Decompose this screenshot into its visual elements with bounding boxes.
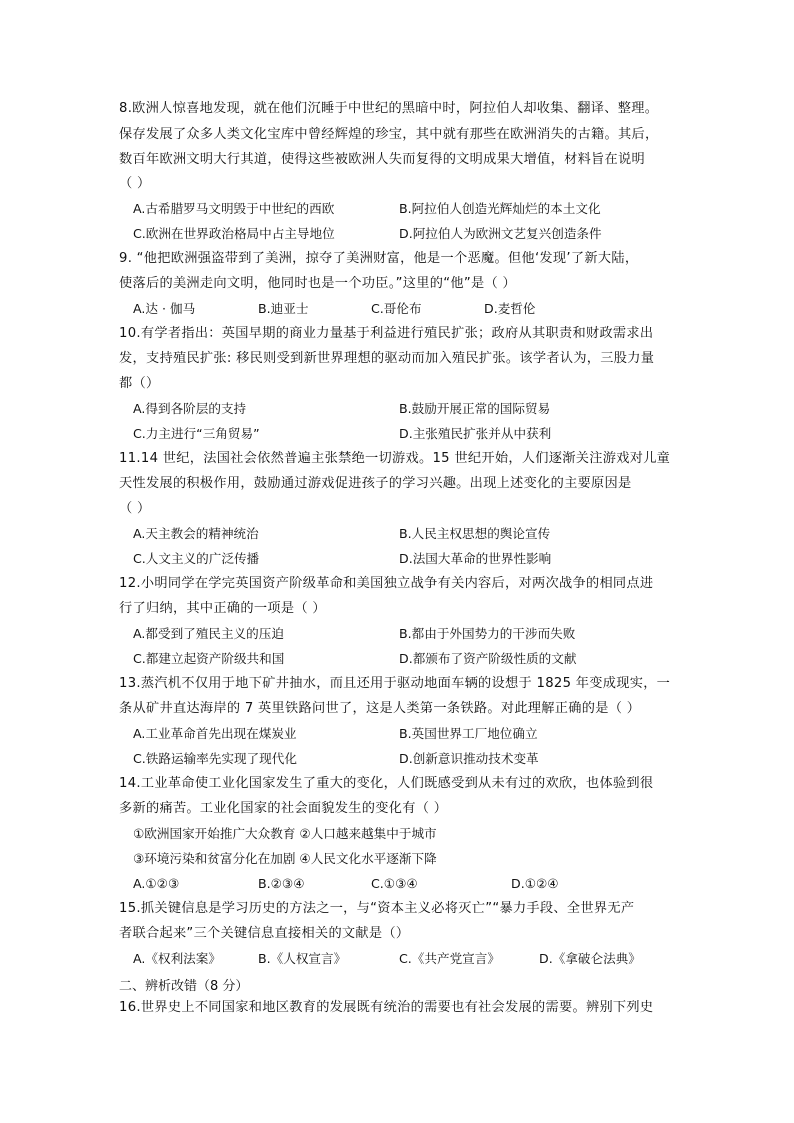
q14-item-row-1: ①欧洲国家开始推广大众教育 ②人口越来越集中于城市	[133, 826, 437, 841]
q10-option-d: D.主张殖民扩张并从中获利	[399, 426, 552, 441]
q10-option-a: A.得到各阶层的支持	[133, 401, 247, 416]
q11-option-b: B.人民主权思想的舆论宣传	[399, 526, 551, 541]
q15-line-2: 者联合起来”三个关键信息直接相关的文献是（）	[119, 926, 410, 941]
q8-option-b: B.阿拉伯人创造光辉灿烂的本土文化	[399, 201, 601, 216]
q14-line-1: 14.工业革命使工业化国家发生了重大的变化，人们既感受到从未有过的欢欣，也体验到很	[119, 776, 654, 791]
section-2-heading: 二、辨析改错（8 分）	[119, 979, 249, 994]
q11-option-a: A.天主教会的精神统治	[133, 526, 259, 541]
q10-line-1: 10.有学者指出：英国早期的商业力量基于利益进行殖民扩张；政府从其职责和财政需求出	[119, 326, 654, 341]
q16-line-1: 16.世界史上不同国家和地区教育的发展既有统治的需要也有社会发展的需要。辨别下列史	[119, 1000, 654, 1015]
q12-option-c: C.都建立起资产阶级共和国	[133, 651, 285, 666]
q9-option-c: C.哥伦布	[371, 301, 422, 316]
q9-option-b: B.迪亚士	[258, 301, 309, 316]
q15-option-c: C.《共产党宣言》	[399, 951, 500, 966]
q8-option-c: C.欧洲在世界政治格局中占主导地位	[133, 226, 335, 241]
q11-option-d: D.法国大革命的世界性影响	[399, 551, 552, 566]
q12-line-1: 12.小明同学在学完英国资产阶级革命和美国独立战争有关内容后，对两次战争的相同点进	[119, 576, 654, 591]
q11-line-1: 11.14 世纪，法国社会依然普遍主张禁绝一切游戏。15 世纪开始，人们逐渐关注游戏对儿童	[119, 451, 671, 466]
q8-option-d: D.阿拉伯人为欧洲文艺复兴创造条件	[399, 226, 602, 241]
q14-option-a: A.①②③	[133, 876, 180, 891]
q12-option-d: D.都颁布了资产阶级性质的文献	[399, 651, 577, 666]
q14-option-b: B.②③④	[258, 876, 305, 891]
q9-line-1: 9. “他把欧洲强盗带到了美洲，掠夺了美洲财富，他是一个恶魔。但他‘发现’了新大陆，	[119, 251, 639, 266]
q12-line-2: 行了归纳，其中正确的一项是（ ）	[119, 601, 326, 616]
q10-option-c: C.力主进行“三角贸易”	[133, 426, 260, 441]
q14-item-row-2: ③环境污染和贫富分化在加剧 ④人民文化水平逐渐下降	[133, 851, 437, 866]
q15-line-1: 15.抓关键信息是学习历史的方法之一，与“资本主义必将灭亡”“暴力手段、全世界无产	[119, 901, 635, 916]
q13-line-1: 13.蒸汽机不仅用于地下矿井抽水，而且还用于驱动地面车辆的设想于 1825 年变成现实，一	[119, 676, 671, 691]
q13-option-d: D.创新意识推动技术变革	[399, 751, 539, 766]
q8-line-2: 保存发展了众多人类文化宝库中曾经辉煌的珍宝，其中就有那些在欧洲消失的古籍。其后，	[119, 127, 659, 142]
q10-line-2: 发，支持殖民扩张: 移民则受到新世界理想的驱动而加入殖民扩张。该学者认为，三股力量	[119, 351, 655, 366]
q11-line-3: （ ）	[119, 501, 151, 516]
q15-option-d: D.《拿破仑法典》	[539, 951, 641, 966]
q9-line-2: 使落后的美洲走向文明，他同时也是一个功臣。”这里的“他”是（ ）	[119, 276, 516, 291]
q13-line-2: 条从矿井直达海岸的 7 英里铁路问世了，这是人类第一条铁路。对此理解正确的是（ ）	[119, 701, 641, 716]
q8-line-3: 数百年欧洲文明大行其道，使得这些被欧洲人失而复得的文明成果大增值，材料旨在说明	[119, 152, 646, 167]
q11-line-2: 天性发展的积极作用，鼓励通过游戏促进孩子的学习兴趣。出现上述变化的主要原因是	[119, 476, 632, 491]
q9-option-a: A.达 · 伽马	[133, 301, 196, 316]
q9-option-d: D.麦哲伦	[484, 301, 536, 316]
q13-option-b: B.英国世界工厂地位确立	[399, 726, 538, 741]
q8-line-4: （ ）	[119, 176, 151, 191]
q14-option-d: D.①②④	[511, 876, 559, 891]
q8-line-1: 8.欧洲人惊喜地发现，就在他们沉睡于中世纪的黑暗中时，阿拉伯人却收集、翻译、整理。	[119, 101, 659, 116]
q10-option-b: B.鼓励开展正常的国际贸易	[399, 401, 551, 416]
q15-option-a: A.《权利法案》	[133, 951, 221, 966]
q14-option-c: C.①③④	[371, 876, 418, 891]
q15-option-b: B.《人权宣言》	[258, 951, 347, 966]
q12-option-a: A.都受到了殖民主义的压迫	[133, 626, 284, 641]
q12-option-b: B.都由于外国势力的干涉而失败	[399, 626, 576, 641]
q14-line-2: 多新的痛苦。工业化国家的社会面貌发生的变化有（ ）	[119, 801, 448, 816]
q8-option-a: A.古希腊罗马文明毁于中世纪的西欧	[133, 201, 335, 216]
q13-option-a: A.工业革命首先出现在煤炭业	[133, 726, 297, 741]
q11-option-c: C.人文主义的广泛传播	[133, 551, 260, 566]
q10-line-3: 都（）	[119, 376, 160, 391]
q13-option-c: C.铁路运输率先实现了现代化	[133, 751, 297, 766]
